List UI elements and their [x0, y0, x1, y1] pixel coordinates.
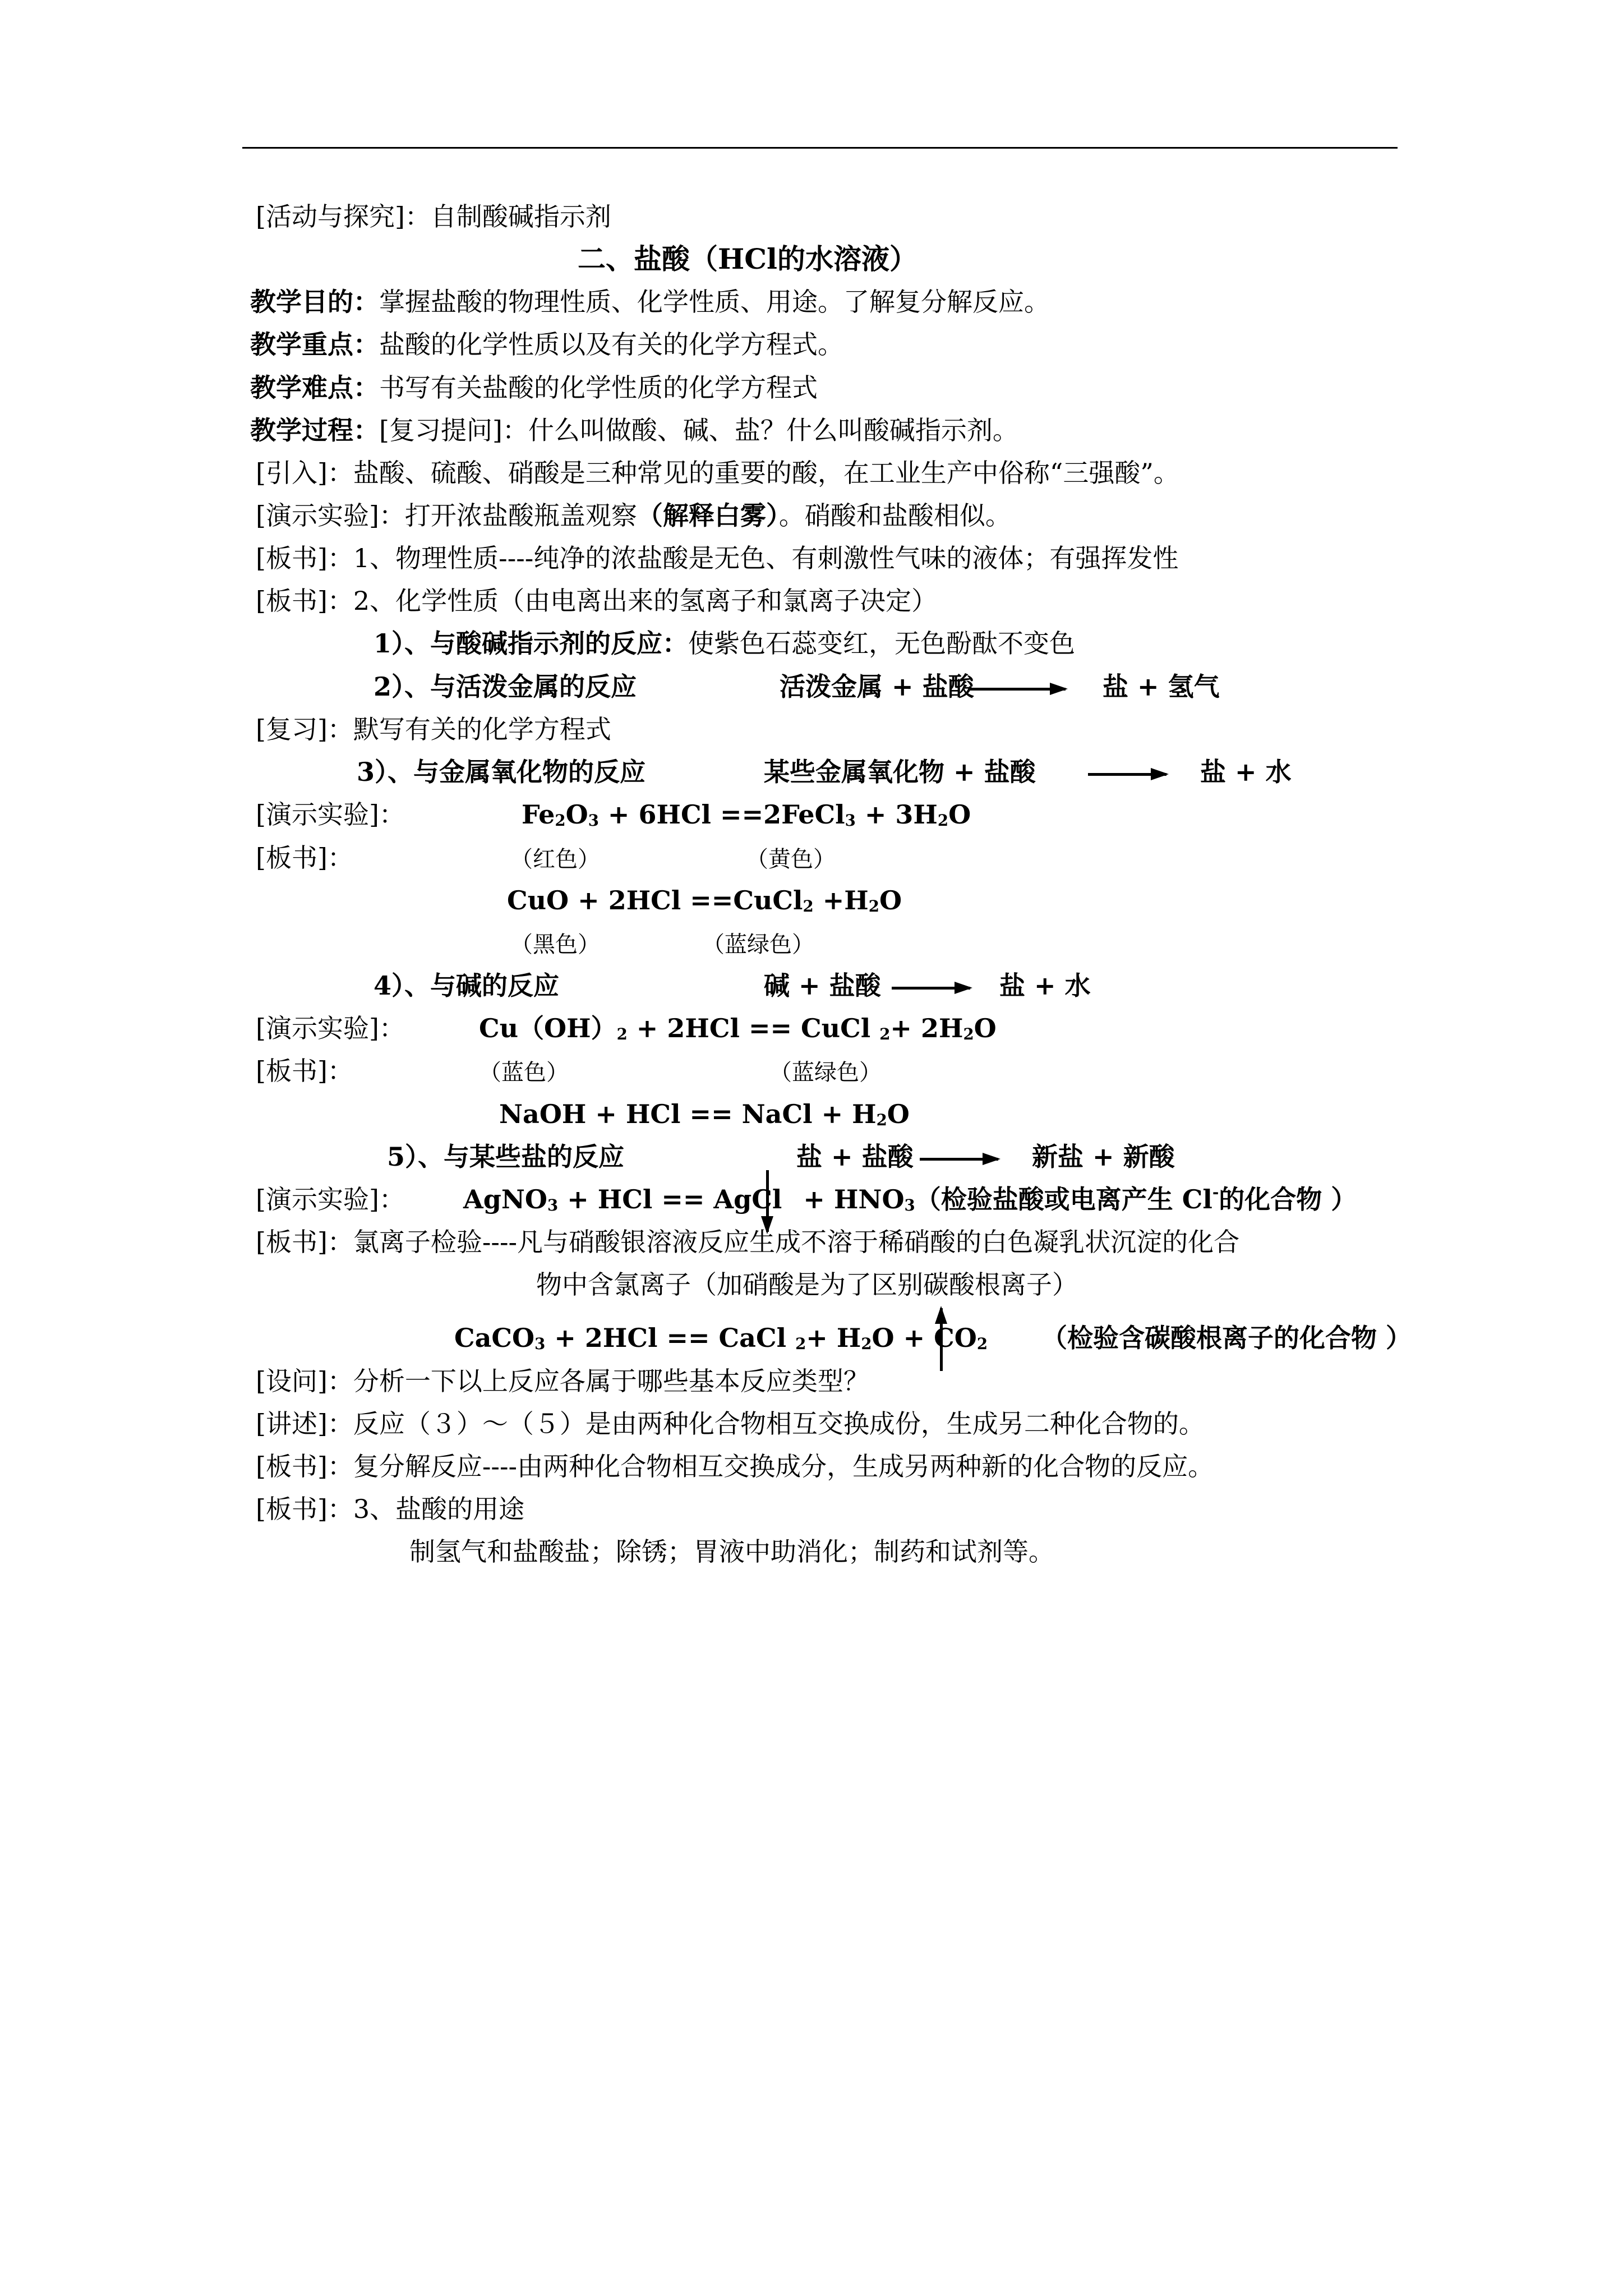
color-red: （红色） — [510, 846, 600, 872]
board-label-1: [板书]： — [256, 843, 353, 873]
demo1-line — [256, 499, 1011, 532]
eq2: CuO + 2HCl ==CuCl$_2$ $+H_2O$ — [507, 885, 902, 916]
precipitate-arrow — [766, 1170, 769, 1232]
r5-lhs: 盐 + 盐酸 — [796, 1142, 914, 1172]
r4-lhs: 碱 + 盐酸 — [764, 970, 881, 1001]
intro-line: [引入]：盐酸、硫酸、硝酸是三种常见的重要的酸，在工业生产中俗称“三强酸”。 — [256, 458, 1179, 488]
color-black: （黑色） — [510, 932, 600, 958]
r3-lhs: 某些金属氧化物 + 盐酸 — [764, 757, 1036, 787]
eq5: AgNO$_3$ + HCl == AgCl + $HNO_3$（检验盐酸或电离产生 Cl-的化合物 ） — [463, 1182, 1357, 1215]
color-yellow: （黄色） — [746, 846, 836, 872]
color-bluegreen-1: （蓝绿色） — [702, 932, 814, 958]
hard-text: 书写有关盐酸的化学性质的化学方程式 — [379, 372, 818, 403]
eq3: $Cu(OH)_2 + 2HCl$ == CuCl $_2+ 2H_2O$ — [479, 1013, 997, 1044]
ask-line: [设问]：分析一下以上反应各属于哪些基本反应类型？ — [256, 1366, 869, 1396]
r2-rhs: 盐 + 氢气 — [1103, 671, 1220, 702]
r2-label: 2）、与活泼金属的反应 — [374, 671, 637, 702]
activity-line: [活动与探究]：自制酸碱指示剂 — [256, 201, 611, 232]
eq4: NaOH + HCl == NaCl + $H_2O$ — [499, 1099, 910, 1130]
key-line — [250, 328, 843, 361]
r3-arrow — [1088, 773, 1166, 776]
hard-label: 教学难点： — [250, 372, 379, 403]
uses-line: 制氢气和盐酸盐；除锈；胃液中助消化；制药和试剂等。 — [409, 1536, 1054, 1567]
board2-line: [板书]：2、化学性质（由电离出来的氢离子和氯离子决定） — [256, 586, 938, 616]
r2-lhs: 活泼金属 + 盐酸 — [780, 671, 974, 702]
board-label-2: [板书]： — [256, 1056, 353, 1086]
key-text: 盐酸的化学性质以及有关的化学方程式。 — [379, 329, 843, 360]
goal-text: 掌握盐酸的物理性质、化学性质、用途。了解复分解反应。 — [379, 287, 1050, 317]
board5-line: [板书]：3、盐酸的用途 — [256, 1494, 525, 1524]
demo1-a: [演示实验]：打开浓盐酸瓶盖观察 — [256, 500, 637, 531]
process-line — [250, 414, 1018, 447]
r5-arrow — [920, 1158, 998, 1161]
r1-line — [374, 627, 1075, 660]
eq6: CaCO$_3$ + 2HCl == CaCl $_2+ H_2O + CO_2$ （检验含碳酸根离子的化合物 ） — [454, 1323, 1412, 1354]
r3-label: 3）、与金属氧化物的反应 — [357, 757, 646, 787]
r3-rhs: 盐 + 水 — [1200, 757, 1292, 787]
demo1-c: 。硝酸和盐酸相似。 — [778, 500, 1011, 531]
eq1: $Fe_2O_3 + 6HCl$ ==2FeCl$_3$ + $3H_2O$ — [522, 799, 971, 830]
r2-arrow — [970, 688, 1066, 691]
demo-label-1: [演示实验]： — [256, 799, 405, 830]
r1-label: 1）、与酸碱指示剂的反应： — [374, 628, 689, 659]
r5-rhs: 新盐 + 新酸 — [1032, 1142, 1175, 1172]
process-label: 教学过程： — [250, 415, 379, 445]
process-text: [复习提问]：什么叫做酸、碱、盐？什么叫酸碱指示剂。 — [379, 415, 1018, 445]
r5-label: 5）、与某些盐的反应 — [387, 1142, 625, 1172]
r4-label: 4）、与碱的反应 — [374, 970, 560, 1001]
key-label: 教学重点： — [250, 329, 379, 360]
gas-arrow — [940, 1308, 943, 1371]
demo1-b: （解释白雾） — [637, 500, 779, 531]
board3a-line: [板书]：氯离子检验----凡与硝酸银溶液反应生成不溶于稀硝酸的白色凝乳状沉淀的化合 — [256, 1227, 1240, 1257]
r1-text: 使紫色石蕊变红，无色酚酞不变色 — [688, 628, 1076, 659]
hard-line — [250, 371, 818, 404]
demo-label-3: [演示实验]： — [256, 1184, 405, 1214]
goal-label: 教学目的： — [250, 287, 379, 317]
header-rule — [242, 147, 1398, 149]
demo-label-2: [演示实验]： — [256, 1013, 405, 1043]
section-title: 二、盐酸（HCl的水溶液） — [578, 242, 918, 275]
goal-line — [250, 286, 1050, 318]
board3b-line: 物中含氯离子（加硝酸是为了区别碳酸根离子） — [536, 1269, 1078, 1300]
r4-arrow — [892, 987, 970, 990]
color-bluegreen-2: （蓝绿色） — [769, 1060, 882, 1085]
board4-line: [板书]：复分解反应----由两种化合物相互交换成分，生成另两种新的化合物的反应。 — [256, 1451, 1214, 1481]
explain-line: [讲述]：反应（３）～（５）是由两种化合物相互交换成份，生成另二种化合物的。 — [256, 1409, 1205, 1439]
color-blue: （蓝色） — [479, 1060, 569, 1085]
r4-rhs: 盐 + 水 — [999, 970, 1091, 1001]
board1-line: [板书]：1、物理性质----纯净的浓盐酸是无色、有刺激性气味的液体；有强挥发性 — [256, 543, 1179, 573]
review-line: [复习]：默写有关的化学方程式 — [256, 714, 611, 744]
